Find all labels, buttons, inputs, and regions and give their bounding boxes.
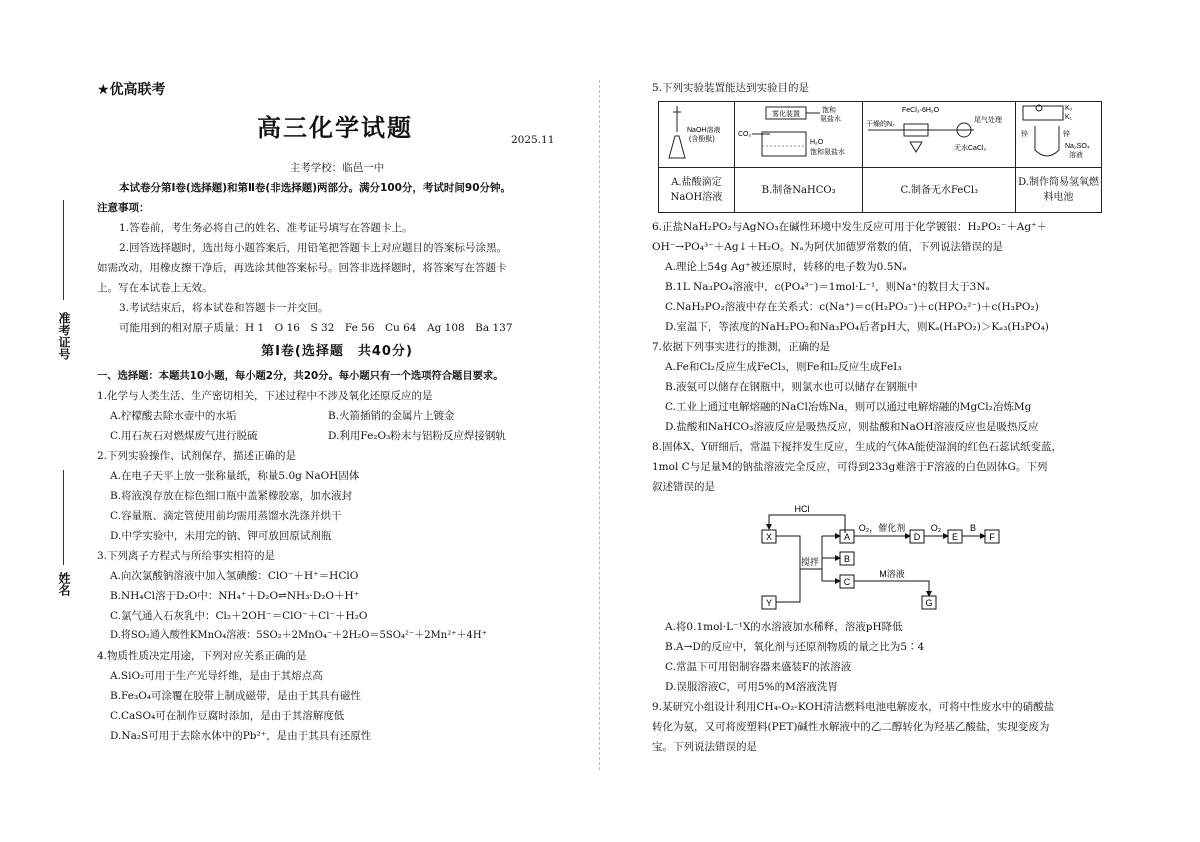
option-b: B.1L Na₃PO₄溶液中，c(PO₄³⁻)＝1mol·L⁻¹，则Na⁺的数目大于3Nₐ [665,281,990,293]
question-stem: 2.下列实验操作、试剂保存，描述正确的是 [97,450,297,462]
caption-b: B.制备NaHCO₃ [734,168,863,213]
label-cacl2: 无水CaCl₂ [954,145,987,152]
exam-intro: 本试卷分第Ⅰ卷(选择题)和第Ⅱ卷(非选择题)两部分。满分100分，考试时间90分钟。 [119,182,512,194]
option-c: C.氯气通入石灰乳中：Cl₂＋2OH⁻＝ClO⁻＋Cl⁻＋H₂O [110,610,368,622]
label-solution: 溶液 [1068,152,1083,159]
title-row [97,114,577,158]
label-ammonia-brine: 氨盐水 [819,116,841,123]
fuel-cell-apparatus-icon [1017,102,1101,162]
option-b: B.将液溴存放在棕色细口瓶中盖紧橡胶塞，加水液封 [110,490,353,502]
option-a: A.理论上54g Ag⁺被还原时，转移的电子数为0.5Nₐ [665,261,907,273]
node-x-label: X [765,532,773,542]
label-k1: K₁ [1064,114,1072,121]
option-c: C.NaH₂PO₂溶液中存在关系式：c(Na⁺)＝c(H₂PO₂⁻)＋c(HPO₂²⁻)＋c(H₃PO₂) [665,301,1039,313]
label-naoh: NaOH溶液 [687,127,721,134]
label-o2-catalyst: O₂，催化剂 [858,523,906,533]
question-stem-cont: 转化为氨，又可将废塑料(PET)碱性水解液中的乙二醇转化为羟基乙酸盐，实现变废为 [652,721,1050,733]
option-row [97,426,577,446]
option-c: C.工业上通过电解熔融的NaCl冶炼Na，则可以通过电解熔融的MgCl₂冶炼Mg [665,401,1032,413]
node-d-label: D [913,532,921,542]
apparatus-d [1016,102,1102,168]
label-fecl3-hydrate: FeCl₃·6H₂O [902,107,940,114]
notice-item: 2.回答选择题时，选出每小题答案后，用铅笔把答题卡上对应题目的答案标号涂黑。 [119,242,508,254]
option-c: C.常温下可用铝制容器来盛装F的浓溶液 [665,661,852,673]
node-a-label: A [843,532,851,542]
caption-a: A.盐酸滴定NaOH溶液 [659,168,735,213]
option-b: B.NH₄Cl溶于D₂O中：NH₄⁺＋D₂O⇌NH₃·D₂O＋H⁺ [110,590,360,602]
label-tail-gas: 尾气处理 [974,117,1003,124]
notice-item: 3.考试结束后，将本试卷和答题卡一并交回。 [119,302,329,314]
label-na2so4: Na₂SO₄ [1064,143,1090,150]
node-e-label: E [951,532,959,542]
node-b-label: B [843,554,851,564]
flow-chart-svg [652,503,1112,613]
option-b: B.Fe₃O₄可涂覆在胶带上制成磁带，是由于其具有磁性 [110,690,362,702]
label-o2: O₂ [930,523,942,533]
reaction-flow-diagram [652,503,1112,613]
option-c: C.CaSO₄可在制作豆腐时添加，是由于其溶解度低 [110,710,345,722]
label-atomizer: 雾化装置 [771,111,800,118]
node-f-label: F [989,532,995,542]
option-a: A.将0.1mol·L⁻¹X的水溶液加水稀释，溶液pH降低 [665,621,903,633]
notice-item: 上。写在本试卷上无效。 [97,282,213,294]
option-b: B.液氨可以储存在钢瓶中，则氯水也可以储存在钢瓶中 [665,381,918,393]
atomic-masses: 可能用到的相对原子质量：H 1 O 16 S 32 Fe 56 Cu 64 Ag 108 Ba 137 [119,322,513,334]
question-stem: 9.某研究小组设计利用CH₄-O₂-KOH清洁燃料电池电解废水，可将中性废水中的硝酸盐 [652,701,1055,713]
section-title: 第Ⅰ卷(选择题 共40分) [261,344,413,359]
host-school: 主考学校：临邑一中 [289,162,385,174]
node-c-label: C [843,577,851,587]
option-b: B.火箭插销的金属片上镀金 [328,410,455,422]
question-stem: 6.正盐NaH₂PO₂与AgNO₃在碱性环境中发生反应可用于化学镀银：H₂PO₂⁻＋Ag⁺＋ [652,221,1048,233]
fecl3-apparatus-icon [864,102,1014,162]
question-stem: 3.下列离子方程式与所给事实相符的是 [97,550,276,562]
option-d: D.盐酸和NaHCO₃溶液反应是吸热反应，则盐酸和NaOH溶液反应也是吸热反应 [665,421,1039,433]
left-column [97,78,577,746]
notice-item: 1.答卷前，考生务必将自己的姓名、准考证号填写在答题卡上。 [119,222,413,234]
label-indicator: (含酚酞) [689,136,716,143]
notice-label: 注意事项： [97,202,150,214]
option-d: D.利用Fe₂O₃粉末与铝粉反应焊接钢轨 [328,430,506,442]
option-row [97,406,577,426]
nahco3-apparatus-icon [736,102,862,162]
brand-label: ★优高联考 [97,82,166,98]
label-b-reagent: B [969,523,977,533]
apparatus-a [659,102,735,168]
node-g-label: G [925,598,933,608]
name-label: 姓名 [57,572,71,596]
page-title: 高三化学试题 [257,114,413,142]
label-zinc-right: 锌 [1062,131,1070,138]
node-y-label: Y [765,598,773,608]
option-a: A.SiO₂可用于生产光导纤维，是由于其熔点高 [110,670,323,682]
question-stem-cont: 宝。下列说法错误的是 [652,741,757,753]
label-k2: K₂ [1064,105,1072,112]
question-stem: 5.下列实验装置能达到实验目的是 [652,82,810,94]
right-column [652,78,1112,757]
apparatus-b [734,102,863,168]
section-instruction: 一、选择题：本题共10小题，每小题2分，共20分。每小题只有一个选项符合题目要求。 [97,370,504,382]
label-zinc-left: 锌 [1020,131,1028,138]
apparatus-table [658,101,1102,213]
question-stem-cont: 1mol C与足量M的钠盐溶液完全反应，可得到233g难溶于F溶液的白色固体G。下列 [652,461,1048,473]
option-d: D.将SO₂通入酸性KMnO₄溶液：5SO₂＋2MnO₄⁻＋2H₂O＝5SO₄²⁻＋2Mn²⁺＋4H⁺ [110,630,487,641]
option-c: C.容量瓶、滴定管使用前均需用蒸馏水洗涤并烘干 [110,510,342,522]
label-water: H₂O [809,139,823,146]
option-a: A.在电子天平上放一张称量纸，称量5.0g NaOH固体 [110,470,360,482]
option-d: D.Na₂S可用于去除水体中的Pb²⁺，是由于其具有还原性 [110,730,372,742]
name-write-line [63,470,64,565]
apparatus-c [863,102,1016,168]
label-brine: 饱和氨盐水 [809,149,845,156]
id-write-line [63,200,64,300]
option-d: D.误服溶液C，可用5%的M溶液洗胃 [665,681,838,693]
exam-date: 2025.11 [511,134,555,146]
option-b: B.A→D的反应中，氧化剂与还原剂物质的量之比为5∶4 [665,641,925,653]
question-stem-cont: OH⁻→PO₄³⁻＋Ag↓＋H₂O。Nₐ为阿伏加德罗常数的值，下列说法错误的是 [652,241,1004,253]
titration-apparatus-icon [659,102,733,162]
question-stem: 1.化学与人类生活、生产密切相关，下述过程中不涉及氧化还原反应的是 [97,390,433,402]
caption-d: D.制作简易氢氧燃料电池 [1016,168,1102,213]
label-saturated: 饱和 [821,107,836,114]
option-d: D.中学实验中，未用完的钠、钾可放回原试剂瓶 [110,530,332,542]
option-a: A.柠檬酸去除水壶中的水垢 [110,410,237,422]
label-stir: 搅拌 [800,557,820,567]
caption-c: C.制备无水FeCl₃ [863,168,1016,213]
question-stem-cont: 叙述错误的是 [652,481,715,493]
exam-id-label: 准考证号 [57,312,71,360]
label-co2: CO₂ [737,131,751,138]
option-a: A.向次氯酸钠溶液中加入氢碘酸：ClO⁻＋H⁺＝HClO [110,570,359,582]
option-a: A.Fe和Cl₂反应生成FeCl₃，则Fe和I₂反应生成FeI₃ [665,361,902,373]
option-c: C.用石灰石对燃煤废气进行脱硫 [110,430,258,442]
option-d: D.室温下，等浓度的NaH₂PO₂和Na₃PO₄后者pH大，则Kₐ(H₃PO₂)＞Kₐ₃(H₃PO₄) [665,321,1049,333]
notice-item: 如需改动，用橡皮擦干净后，再选涂其他答案标号。回答非选择题时，将答案写在答题卡 [97,262,507,274]
question-stem: 7.依据下列事实进行的推测，正确的是 [652,341,831,353]
label-hcl: HCl [794,504,810,514]
label-dry-n2: 干燥的N₂ [866,121,896,128]
column-divider [599,80,600,770]
label-m-solution: M溶液 [879,569,905,579]
question-stem: 4.物质性质决定用途，下列对应关系正确的是 [97,650,307,662]
question-stem: 8.固体X、Y研细后，常温下搅拌发生反应，生成的气体A能使湿润的红色石蕊试纸变蓝， [652,441,1063,453]
